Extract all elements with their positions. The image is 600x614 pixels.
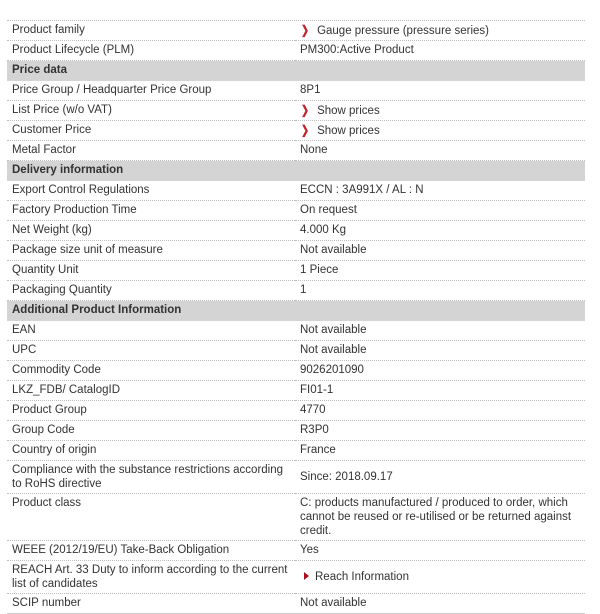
row-value: Yes — [295, 541, 585, 561]
table-row-country-of-origin — [7, 441, 585, 461]
row-value: FI01-1 — [295, 381, 585, 401]
triangle-right-icon — [304, 572, 309, 580]
row-label: Commodity Code — [7, 361, 295, 381]
table-row-product-family — [7, 21, 585, 41]
row-label: List Price (w/o VAT) — [7, 101, 295, 121]
link-text: Gauge pressure (pressure series) — [317, 25, 489, 37]
row-label: Packaging Quantity — [7, 281, 295, 301]
row-value — [295, 561, 585, 594]
row-label: Group Code — [7, 421, 295, 441]
row-value: Not available — [295, 594, 585, 614]
table-row-ean — [7, 321, 585, 341]
row-value: 1 — [295, 281, 585, 301]
product-family-link[interactable] — [300, 25, 489, 37]
section-header-price-data — [7, 61, 585, 81]
row-value — [295, 21, 585, 41]
row-value: 9026201090 — [295, 361, 585, 381]
table-row-net-weight — [7, 221, 585, 241]
table-row-export-control — [7, 181, 585, 201]
row-label: Compliance with the substance restrictions according to RoHS directive — [7, 461, 295, 494]
row-label: Factory Production Time — [7, 201, 295, 221]
row-value: 8P1 — [295, 81, 585, 101]
table-row-scip-number — [7, 594, 585, 614]
table-row-commodity-code — [7, 361, 585, 381]
row-value: C: products manufactured / produced to order, which cannot be reused or re-utilised or be returned against credit. — [295, 494, 585, 541]
table-row-catalog-id — [7, 381, 585, 401]
table-row-upc — [7, 341, 585, 361]
table-row-price-group — [7, 81, 585, 101]
section-title: Delivery information — [7, 161, 585, 181]
row-label: Customer Price — [7, 121, 295, 141]
row-value — [295, 101, 585, 121]
link-text: Reach Information — [315, 571, 409, 583]
row-label: SCIP number — [7, 594, 295, 614]
row-label: Metal Factor — [7, 141, 295, 161]
table-row-weee — [7, 541, 585, 561]
row-label: Product Group — [7, 401, 295, 421]
table-row-reach — [7, 561, 585, 594]
table-row-product-class — [7, 494, 585, 541]
section-title: Price data — [7, 61, 585, 81]
clipped-previous-row — [7, 0, 585, 21]
row-label: Product class — [7, 494, 295, 541]
table-row-metal-factor — [7, 141, 585, 161]
table-row-customer-price — [7, 121, 585, 141]
link-text: Show prices — [317, 125, 380, 137]
show-list-prices-link[interactable] — [300, 105, 380, 117]
row-label: Package size unit of measure — [7, 241, 295, 261]
row-value: Not available — [295, 321, 585, 341]
row-value: On request — [295, 201, 585, 221]
row-value: ECCN : 3A991X / AL : N — [295, 181, 585, 201]
link-text: Show prices — [317, 105, 380, 117]
row-value — [295, 121, 585, 141]
section-header-delivery-information — [7, 161, 585, 181]
section-header-additional-product-information — [7, 301, 585, 321]
chevron-right-icon: ❯ — [301, 123, 310, 137]
row-label: Country of origin — [7, 441, 295, 461]
table-row-group-code — [7, 421, 585, 441]
row-value: R3P0 — [295, 421, 585, 441]
row-label: LKZ_FDB/ CatalogID — [7, 381, 295, 401]
row-value: 4770 — [295, 401, 585, 421]
row-label: Net Weight (kg) — [7, 221, 295, 241]
row-value: France — [295, 441, 585, 461]
row-label: UPC — [7, 341, 295, 361]
row-value: Not available — [295, 241, 585, 261]
row-label: Export Control Regulations — [7, 181, 295, 201]
table-row-product-lifecycle — [7, 41, 585, 61]
row-label: WEEE (2012/19/EU) Take-Back Obligation — [7, 541, 295, 561]
chevron-right-icon: ❯ — [301, 23, 310, 37]
product-data-table — [7, 21, 585, 614]
table-row-product-group — [7, 401, 585, 421]
row-label: EAN — [7, 321, 295, 341]
table-row-package-size — [7, 241, 585, 261]
table-row-rohs-compliance — [7, 461, 585, 494]
row-label: Quantity Unit — [7, 261, 295, 281]
row-value: 1 Piece — [295, 261, 585, 281]
table-row-list-price — [7, 101, 585, 121]
table-row-quantity-unit — [7, 261, 585, 281]
table-row-factory-production-time — [7, 201, 585, 221]
table-row-packaging-quantity — [7, 281, 585, 301]
row-value: PM300:Active Product — [295, 41, 585, 61]
row-label: Product Lifecycle (PLM) — [7, 41, 295, 61]
row-value: Since: 2018.09.17 — [295, 461, 585, 494]
row-value: None — [295, 141, 585, 161]
product-details-table — [7, 0, 585, 614]
row-label: Product family — [7, 21, 295, 41]
row-value: Not available — [295, 341, 585, 361]
show-customer-prices-link[interactable] — [300, 125, 380, 137]
row-label: REACH Art. 33 Duty to inform according to the current list of candidates — [7, 561, 295, 594]
row-value: 4.000 Kg — [295, 221, 585, 241]
chevron-right-icon: ❯ — [301, 103, 310, 117]
reach-information-link[interactable] — [300, 571, 409, 583]
row-label: Price Group / Headquarter Price Group — [7, 81, 295, 101]
section-title: Additional Product Information — [7, 301, 585, 321]
